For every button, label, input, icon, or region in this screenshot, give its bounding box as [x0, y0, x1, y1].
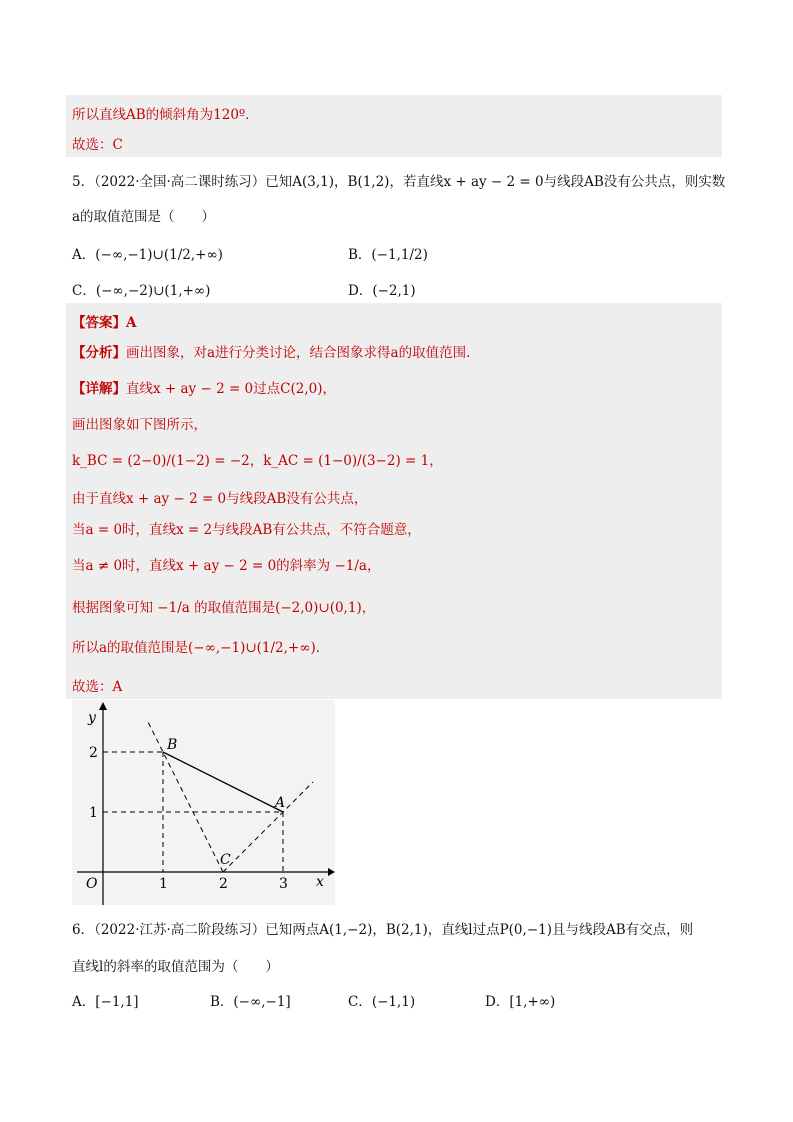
q5-option-a: A．(−∞,−1)∪(1/2,+∞) — [72, 247, 223, 263]
detail-line4: 由于直线x + ay − 2 = 0与线段AB没有公共点， — [72, 491, 368, 507]
x-tick-label: 1 — [159, 876, 168, 892]
analysis-text: 画出图象，对a进行分类讨论，结合图象求得a的取值范围. — [126, 345, 471, 361]
segment-ab — [163, 752, 286, 812]
y-axis-label: y — [88, 710, 96, 726]
detail-line2: 画出图象如下图所示， — [72, 417, 207, 433]
q5-analysis-row — [72, 341, 470, 361]
detail-line8: 所以a的取值范围是(−∞,−1)∪(1/2,+∞). — [72, 640, 321, 656]
q6-option-d: D．[1,+∞) — [485, 994, 556, 1010]
q5-option-d: D．(−2,1) — [348, 283, 416, 299]
answer-value: A — [126, 315, 137, 331]
point-label-b: B — [167, 737, 178, 753]
q5-choose: 故选：A — [72, 679, 123, 695]
point-label-a: A — [275, 795, 286, 811]
q5-option-b: B．(−1,1/2) — [348, 247, 428, 263]
y-tick-label: 2 — [89, 745, 98, 761]
x-axis-label: x — [316, 874, 324, 890]
point-label-c: C — [220, 852, 231, 868]
coordinate-figure — [72, 700, 335, 905]
origin-label: O — [86, 876, 98, 892]
detail-line7: 根据图象可知 −1/a 的取值范围是(−2,0)∪(0,1)， — [72, 600, 376, 616]
x-axis-arrow — [328, 868, 335, 876]
detail-line5: 当a = 0时，直线x = 2与线段AB有公共点，不符合题意， — [72, 522, 421, 538]
figure-svg — [72, 700, 335, 905]
x-tick-label: 2 — [219, 876, 228, 892]
figure-marks — [89, 722, 313, 892]
detail-line3: k_BC = (2−0)/(1−2) = −2，k_AC = (1−0)/(3−2) = 1， — [72, 453, 443, 469]
q5-detail-row — [72, 377, 336, 397]
detail-tag: 【详解】 — [72, 381, 126, 397]
q6-option-a: A．[−1,1] — [72, 994, 139, 1010]
answer-tag: 【答案】 — [72, 315, 126, 331]
q5-stem-line2: a的取值范围是（ ） — [72, 209, 216, 225]
y-tick-label: 1 — [89, 805, 98, 821]
q6-stem-line1: 6．（2022·江苏·高二阶段练习）已知两点A(1,−2)，B(2,1)，直线l过点P(0,−1)且与线段AB有交点，则 — [72, 922, 694, 938]
q5-stem-line1: 5．（2022·全国·高二课时练习）已知A(3,1)，B(1,2)，若直线x + ay − 2 = 0与线段AB没有公共点，则实数 — [72, 174, 726, 190]
line-cb — [148, 722, 223, 872]
detail-line6: 当a ≠ 0时，直线x + ay − 2 = 0的斜率为 −1/a， — [72, 558, 381, 574]
q6-option-b: B．(−∞,−1] — [210, 994, 291, 1010]
q6-stem-line2: 直线l的斜率的取值范围为（ ） — [72, 959, 279, 975]
analysis-tag: 【分析】 — [72, 345, 126, 361]
prev-conclusion: 所以直线AB的倾斜角为120º． — [72, 107, 259, 123]
q6-option-c: C．(−1,1) — [348, 994, 416, 1010]
y-axis-arrow — [99, 702, 107, 710]
line-ca — [223, 782, 313, 872]
prev-choose: 故选：C — [72, 137, 123, 153]
x-tick-label: 3 — [279, 876, 288, 892]
q5-answer-row — [72, 311, 136, 331]
detail-line1: 直线x + ay − 2 = 0过点C(2,0)， — [126, 381, 336, 397]
q5-option-c: C．(−∞,−2)∪(1,+∞) — [72, 283, 211, 299]
